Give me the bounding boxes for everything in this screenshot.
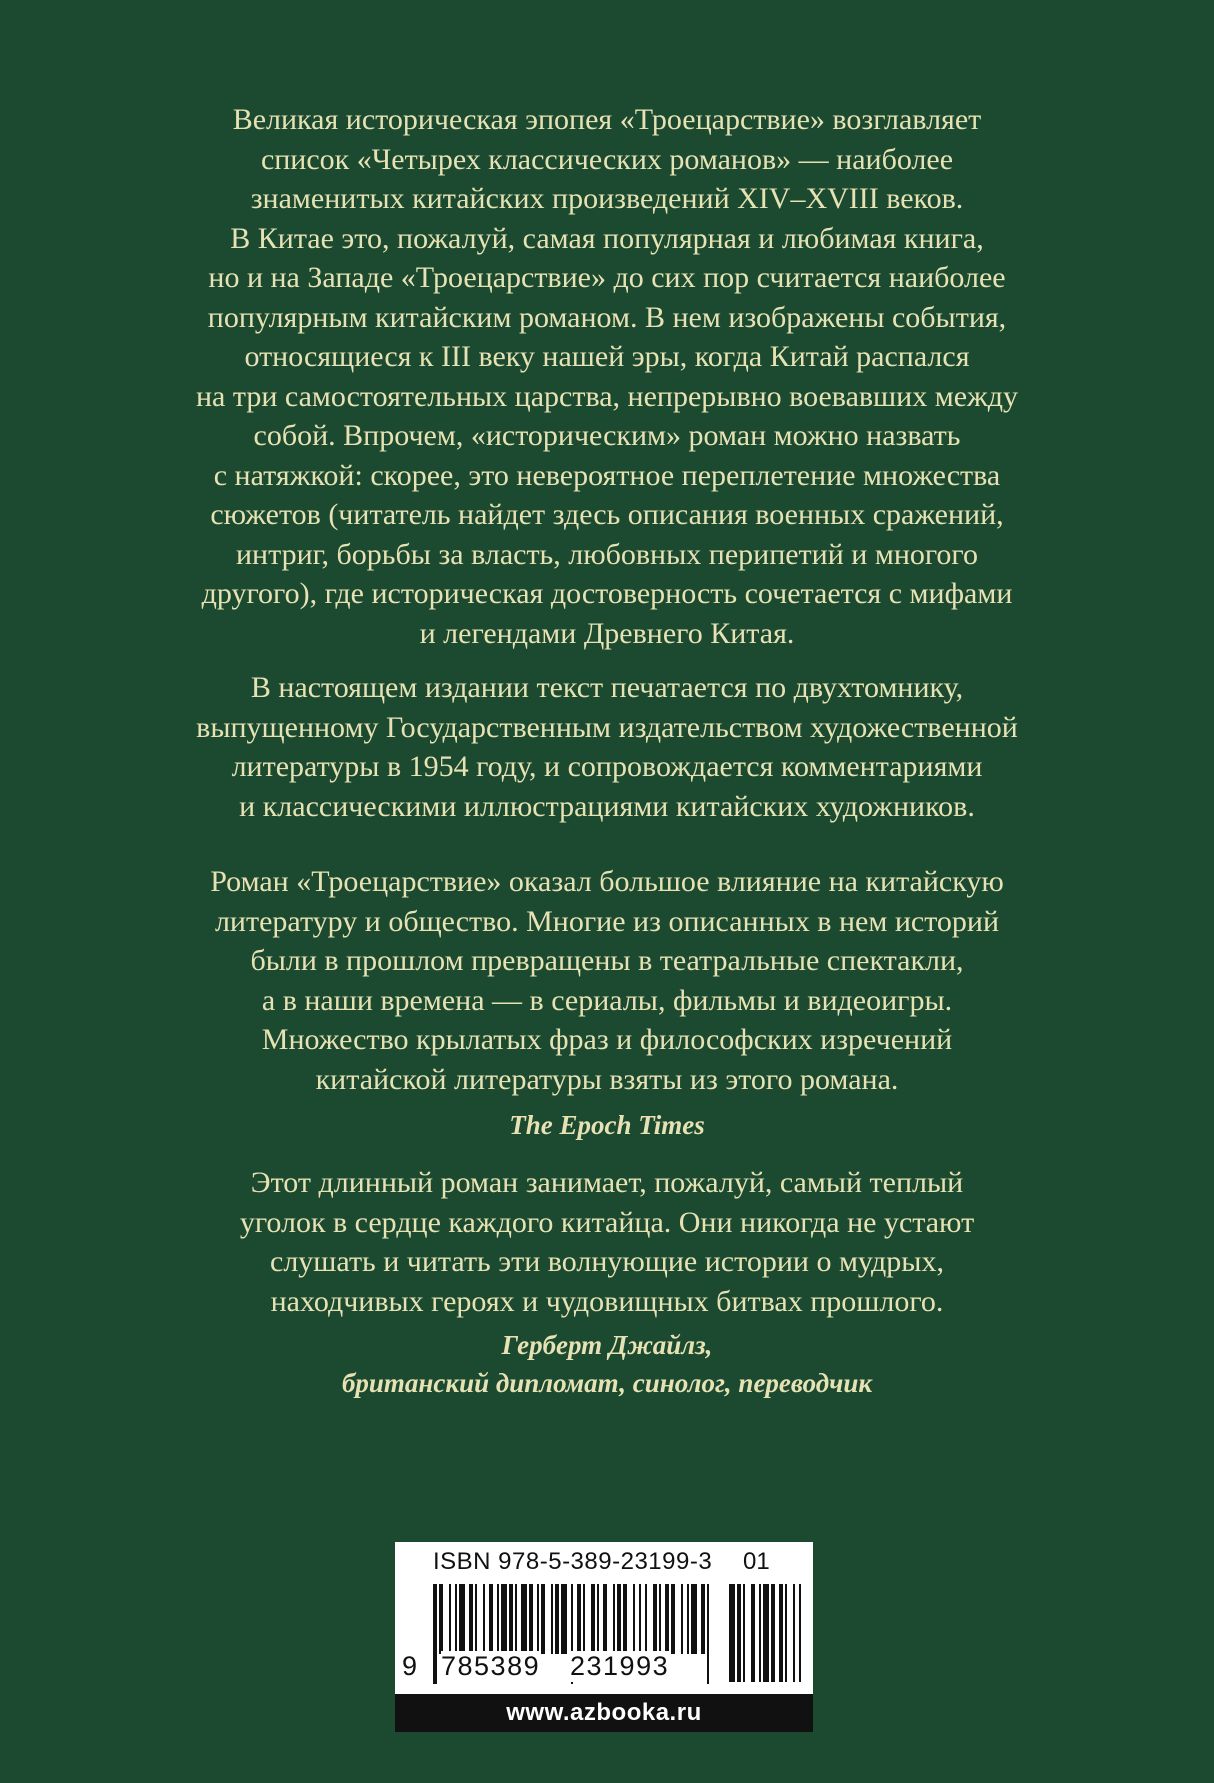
barcode-right-digits: 231993: [570, 1651, 670, 1681]
quote-line: Множество крылатых фраз и философских изречений: [261, 1023, 953, 1056]
annotation-line: В Китае это, пожалуй, самая популярная и любимая книга,: [230, 221, 984, 255]
quote-line: были в прошлом превращены в театральные спектакли,: [250, 944, 964, 977]
annotation-line: интриг, борьбы за власть, любовных перипетий и многого: [235, 537, 978, 571]
annotation-line: популярным китайским романом. В нем изображены события,: [207, 300, 1007, 334]
barcode-left-digits: 785389: [441, 1651, 541, 1681]
quote-line: слушать и читать эти волнующие истории о мудрых,: [270, 1245, 944, 1278]
review-attribution-1: [150, 1106, 1064, 1144]
annotation-line: список «Четырех классических романов» — наиболее: [260, 142, 954, 176]
quote-line: Роман «Троецарствие» оказал большое влияние на китайскую: [210, 865, 1004, 898]
isbn-addon-code: 01: [743, 1548, 770, 1575]
annotation-line: литературы в 1954 году, и сопровождается комментариями: [231, 750, 983, 783]
review-attribution-2: [150, 1326, 1064, 1402]
annotation-line: выпущенному Государственным издательством художественной: [196, 710, 1018, 744]
quote-line: китайской литературы взяты из этого романа.: [315, 1062, 899, 1096]
annotation-paragraph-1: [150, 100, 1064, 653]
annotation-line: на три самостоятельных царства, непрерывно воевавших между: [195, 379, 1018, 413]
barcode-first-digit: 9: [402, 1651, 419, 1681]
annotation-line: с натяжкой: скорее, это невероятное переплетение множества: [213, 458, 1001, 492]
annotation-line: Великая историческая эпопея «Троецарствие» возглавляет: [232, 103, 982, 136]
annotation-line: собой. Впрочем, «историческим» роман можно назвать: [253, 419, 961, 452]
annotation-line: знаменитых китайских произведений XIV–XVIII веков.: [250, 182, 964, 215]
annotation-line: и классическими иллюстрациями китайских художников.: [239, 789, 975, 823]
annotation-line: другого), где историческая достоверность сочетается с мифами: [201, 577, 1013, 610]
annotation-line: относящиеся к III веку нашей эры, когда Китай распался: [244, 340, 970, 373]
quote-line: уголок в сердце каждого китайца. Они никогда не устают: [239, 1205, 975, 1239]
quote-line: находчивых героях и чудовищных битвах прошлого.: [270, 1284, 944, 1318]
publisher-website-strip: [395, 1694, 813, 1732]
quote-line: Этот длинный роман занимает, пожалуй, самый теплый: [250, 1166, 964, 1199]
attribution-line: The Epoch Times: [509, 1110, 705, 1140]
review-quote-2: [150, 1163, 1064, 1321]
attribution-line: британский дипломат, синолог, переводчик: [341, 1368, 873, 1398]
review-quote-1: [150, 862, 1064, 1099]
annotation-line: сюжетов (читатель найдет здесь описания военных сражений,: [210, 498, 1004, 531]
publisher-website: www.azbooka.ru: [506, 1699, 702, 1726]
annotation-line: и легендами Древнего Китая.: [419, 616, 795, 650]
annotation-paragraph-2: [150, 668, 1064, 826]
attribution-line: Герберт Джайлз,: [501, 1330, 713, 1360]
annotation-line: но и на Западе «Троецарствие» до сих пор считается наиболее: [208, 261, 1006, 294]
quote-line: а в наши времена — в сериалы, фильмы и видеоигры.: [261, 983, 953, 1017]
isbn-label: ISBN 978-5-389-23199-3: [433, 1548, 713, 1575]
isbn-barcode: [395, 1542, 813, 1694]
annotation-line: В настоящем издании текст печатается по двухтомнику,: [250, 671, 964, 704]
quote-line: литературу и общество. Многие из описанных в нем историй: [214, 904, 1000, 938]
